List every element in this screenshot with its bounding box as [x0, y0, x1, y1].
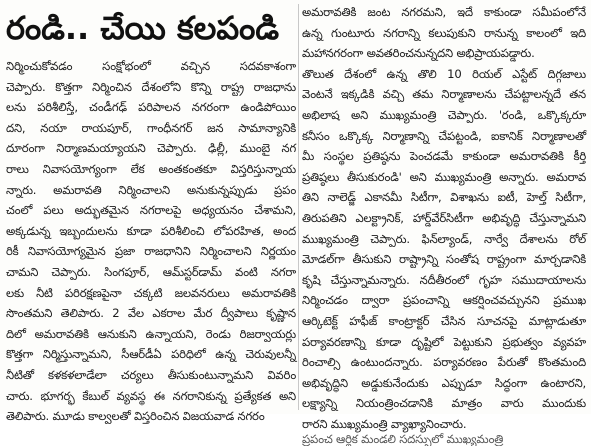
article-column-right [302, 2, 586, 446]
article-text-line: దని, నయా రాయపూర్, గాంధీనగర్ జన సామాన్యానికి [6, 120, 296, 135]
article-text-line: తిని నాలెడ్జ్ ఎకానమీ సిటీగా, విశాఖను ఐటీ, హెల్త్ సిటీగా, [302, 190, 586, 205]
article-text-line: ముఖ్యమంత్రి చెప్పారు. ఫిన్‌ల్యాండ్, నార్వే దేశాలను రోల్ [302, 231, 586, 246]
article-text-line: అమరావతికి జంట నగరమని, ఇదే కాకుండా సమీపంలోనే [302, 5, 586, 19]
article-text-line: ప్రతిష్ఠలు తీసుకురండి' అని ముఖ్యమంత్రి అన్నారు. అమరావ [302, 169, 586, 184]
article-text-line: తిరుపతిని ఎలక్ట్రానిక్, హార్డ్‌వేర్‌సిటీగా అభివృద్ధి చేస్తున్నామని [302, 210, 586, 225]
article-text-line: రాలు నివాసయోగ్యంగా లేక అంతకంతకూ విస్తరిస్తున్నాయ [6, 161, 296, 176]
article-text-line: నిర్మించడం ద్వారా ప్రపంచాన్ని ఆకర్షించవచ్చునని ప్రముఖ [302, 293, 586, 308]
article-text-line: దిలో అమరావతికి ఆనుకుని ఉన్నాయని, రెండు రిజర్వాయర్లు [6, 326, 296, 341]
article-column-left [6, 56, 296, 424]
article-text-line: నీటితో కళకళలాడేలా చర్యలు తీసుకుంటున్నామని వివరిం [6, 367, 296, 382]
article-text-line: రారని ముఖ్యమంత్రి వ్యాఖ్యానించారు. [302, 416, 467, 431]
article-text-line: ఉన్న గుంటూరు నగరాన్ని కలుపుకుని రానున్న కాలంలో ఇది [302, 25, 586, 40]
article-text-line: అక్కడున్న ఇబ్బందులను కూడా పరిశీలించి లోపరహిత, అంద [6, 223, 296, 238]
column-divider [298, 4, 299, 410]
article-text-line: లక్ష్యాన్ని నియంత్రించడానికి మాత్రం వారు ముందుకు [302, 396, 586, 411]
article-text-line: న్నారు. అమరావతి నిర్మించాలని అనుకున్నప్పుడు ప్రపం [6, 182, 296, 197]
article-text-line: దూరంగా నిర్మాణమయ్యాయని చెప్పారు. ఢిల్లీ, ముంబై నగ [6, 141, 296, 156]
article-text-line: లకు నీటి పరిరక్షణపైనా చక్కటి జలవనరులు అమరావతికి [6, 285, 296, 300]
article-text-line: కనీసం ఒక్కొక్క నిర్మాణాన్ని చేపట్టండి, ఐకానిక్ నిర్మాణాలతో [302, 128, 586, 143]
article-text-line: లను పరిశీలిస్తే, చండీగఢ్ పరిపాలన నగరంగా ఉండిపోయిం [6, 100, 296, 115]
article-text-line: రించాల్సి ఉంటుందన్నారు. పర్యావరణం పేరుతో కొంతమంది [302, 355, 586, 370]
article-text-line: ఆర్కిటెక్ట్ హఫీజ్ కాంట్రాక్టర్ చేసిన సూచనపై మాట్లాడుతూ [302, 313, 586, 328]
article-text-line: సొంతమని తెలిపారు. 2 వేల ఎకరాల మేర ద్వీపాలు కృష్ణాన [6, 306, 296, 321]
article-headline: రండి.. చేయి కలపండి [6, 9, 279, 47]
article-text-line: తొలుత దేశంలో ఉన్న తొలి 10 రియల్ ఎస్టేట్ దిగ్గజాలు [302, 66, 586, 81]
article-text-line: చారు. భూగర్భ కేబుల్ వ్యవస్థ ఈ నగరానికున్న ప్రత్యేకత అని [6, 388, 296, 403]
article-text-line: కొత్తగా నిర్మిస్తున్నామని, సీఆర్‌డీఏ పరిధిలో ఉన్న చెరువులన్నీ [6, 347, 296, 362]
article-text-line: తెలిపారు. మూడు కాల్వలతో విస్తరించిన విజయవాడ నగరం [6, 409, 265, 424]
article-text-line: మోడల్‌గా తీసుకుని రాష్ట్రాన్ని సంతోష రాష్ట్రంగా మార్చడానికి [302, 252, 586, 267]
article-text-line: వెంటనే ఇక్కడికి వచ్చి తమ నిర్మాణాలను చేపట్టాలన్నదే తన [302, 87, 586, 102]
article-text-line-cut: ప్రపంచ ఆర్థిక మండలి సదస్సులో ముఖ్యమంత్రి [302, 432, 504, 446]
article-text-line: అభిలాష అని ముఖ్యమంత్రి చెప్పారు. 'రండి, ఒక్కొక్కరూ [302, 107, 586, 122]
article-text-line: మహానగరంగా అవతరించనున్నదని అభిప్రాయపడ్డారు. [302, 46, 535, 61]
article-text-line: చామని చెప్పారు. సింగపూర్, ఆమ్‌స్టర్‌డామ్ వంటి నగరా [6, 264, 296, 279]
article-text-line: పర్యావరణాన్ని కూడా దృష్టిలో పెట్టుకుని ప్రభుత్వం వ్యవహ [302, 334, 586, 349]
article-text-line: చంలో పలు అద్భుతమైన నగరాలపై అధ్యయనం చేశామని, [6, 203, 296, 218]
article-text-line: నిర్మించుకోవడం సంక్షోభంలో వచ్చిన సదవకాశంగా [6, 59, 296, 73]
article-text-line: మీ సంస్థల ప్రతిష్ఠను పెంచడమే కాకుండా అమరావతికి కీర్తి [302, 149, 586, 164]
article-text-line: అభివృద్ధిని అడ్డుకునేందుకు ఎప్పుడూ సిద్ధంగా ఉంటారని, [302, 375, 586, 390]
article-text-line: చెప్పారు. కొత్తగా నిర్మించిన దేశంలోని కొన్ని రాష్ట్ర రాజధాను [6, 79, 296, 94]
article-text-line: రికీ నివాసయోగ్యమైన ప్రజా రాజధానిని నిర్మించాలని నిర్ణయం [6, 244, 296, 259]
article-text-line: కృషి చేస్తున్నామన్నారు. నదీతీరంలో గృహ సముదాయాలను [302, 272, 586, 287]
